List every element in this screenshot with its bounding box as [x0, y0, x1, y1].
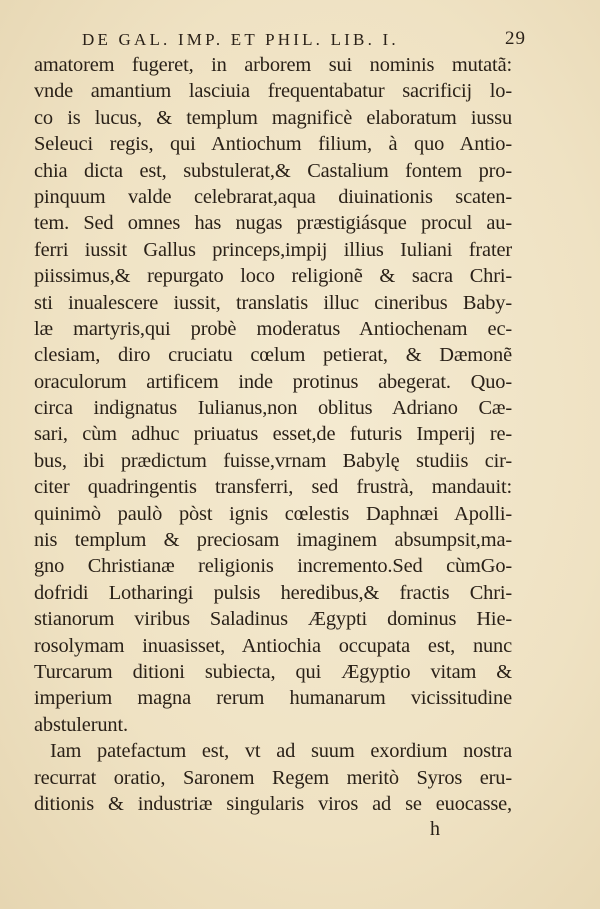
page-number: 29: [505, 28, 526, 49]
signature-mark: h: [430, 818, 440, 840]
text-line: nis templum & preciosam imaginem absumpsit,ma-: [34, 529, 512, 552]
text-line: vnde amantium lasciuia frequentabatur sacrificij lo-: [34, 80, 512, 103]
text-line: stianorum viribus Saladinus Ægypti dominus Hie-: [34, 608, 512, 631]
text-line: piissimus,& repurgato loco religionẽ & sacra Chri-: [34, 265, 512, 288]
text-line: pinquum valde celebrarat,aqua diuinationis scaten-: [34, 185, 512, 208]
text-line: circa indignatus Iulianus,non oblitus Adriano Cæ-: [34, 397, 512, 420]
running-head: DE GAL. IMP. ET PHIL. LIB. I.: [82, 30, 399, 49]
text-line: Seleuci regis, qui Antiochum filium, à quo Antio-: [34, 133, 512, 156]
text-line: quinimò paulò pòst ignis cœlestis Daphnæi Apolli-: [34, 502, 512, 525]
text-line: recurrat oratio, Saronem Regem meritò Syros eru-: [34, 766, 512, 789]
text-line: ditionis & industriæ singularis viros ad se euocasse,: [34, 792, 512, 815]
text-line: co is lucus, & templum magnificè elaboratum iussu: [34, 106, 512, 129]
text-line: bus, ibi prædictum fuisse,vrnam Babylę studiis cir-: [34, 449, 512, 472]
text-line: sti inualescere iussit, translatis illuc cineribus Baby-: [34, 291, 512, 314]
paragraph-end-line: abstulerunt.: [34, 713, 128, 736]
text-line: chia dicta est, substulerat,& Castalium fontem pro-: [34, 159, 512, 182]
text-line: citer quadringentis transferri, sed frustrà, mandauit:: [34, 476, 512, 499]
text-line: sari, cùm adhuc priuatus esset,de futuris Imperij re-: [34, 423, 512, 446]
text-line: Turcarum ditioni subiecta, qui Ægyptio vitam &: [34, 660, 512, 683]
text-line: dofridi Lotharingi pulsis heredibus,& fractis Chri-: [34, 581, 512, 604]
page-header: [82, 28, 526, 54]
body-text: [34, 52, 512, 817]
text-line: ferri iussit Gallus princeps,impij illius Iuliani frater: [34, 238, 512, 261]
text-line: imperium magna rerum humanarum vicissitudine: [34, 687, 512, 710]
text-line: amatorem fugeret, in arborem sui nominis mutatã:: [34, 54, 512, 76]
paragraph-start-line: Iam patefactum est, vt ad suum exordium nostra: [50, 740, 512, 763]
text-line: læ martyris,qui probè moderatus Antiochenam ec-: [34, 317, 512, 340]
text-line: oraculorum artificem inde protinus abegerat. Quo-: [34, 370, 512, 393]
text-line: clesiam, diro cruciatu cœlum petierat, & Dæmonẽ: [34, 344, 512, 367]
text-line: rosolymam inuasisset, Antiochia occupata est, nunc: [34, 634, 512, 657]
text-line: gno Christianæ religionis incremento.Sed cùmGo-: [34, 555, 512, 578]
text-line: tem. Sed omnes has nugas præstigiásque procul au-: [34, 212, 512, 235]
